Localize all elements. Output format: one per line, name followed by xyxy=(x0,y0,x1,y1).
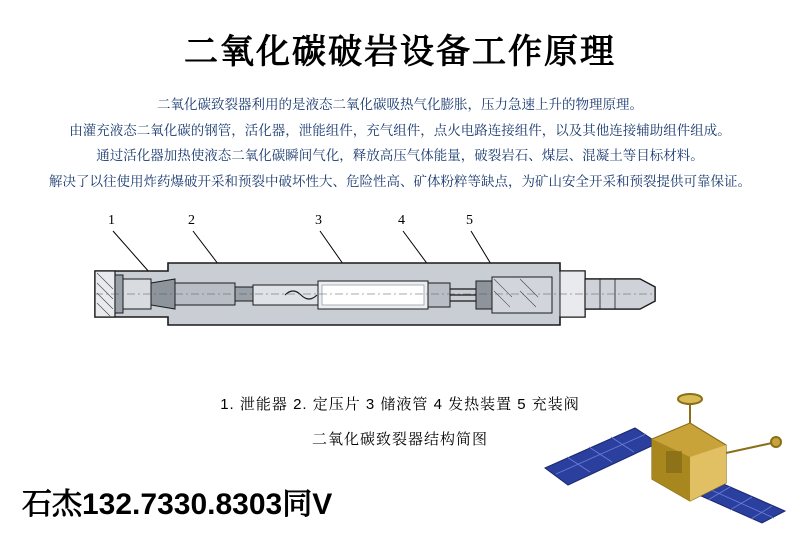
parts-legend: 1. 泄能器 2. 定压片 3 储液管 4 发热装置 5 充装阀 xyxy=(220,396,580,414)
satellite-illustration xyxy=(540,373,800,533)
intro-paragraph-3: 通过活化器加热使液态二氧化碳瞬间气化，释放高压气体能量，破裂岩石、煤层、混凝土等目标材料。 xyxy=(96,148,704,164)
callout-1: 1 xyxy=(108,213,115,229)
cracker-cross-section xyxy=(95,263,655,325)
callout-5: 5 xyxy=(466,213,473,229)
diagram-caption: 二氧化碳致裂器结构简图 xyxy=(311,431,488,449)
callout-2: 2 xyxy=(188,213,195,229)
satellite-left-panel xyxy=(545,428,658,485)
heater-cap xyxy=(476,281,492,309)
storage-cavity xyxy=(322,285,424,305)
diagram-svg xyxy=(0,201,800,391)
page-title: 二氧化碳破岩设备工作原理 xyxy=(184,32,616,71)
intro-paragraph-4: 解决了以往使用炸药爆破开采和预裂中破坏性大、危险性高、矿体粉粹等缺点，为矿山安全开采和预裂提供可靠保证。 xyxy=(49,174,751,190)
intro-paragraph-2: 由灌充液态二氧化碳的钢管，活化器，泄能组件，充气组件，点火电路连接组件，以及其他连接辅助组件组成。 xyxy=(69,122,731,138)
heater-housing xyxy=(428,283,450,307)
intro-paragraphs xyxy=(0,95,800,194)
filling-valve xyxy=(492,277,552,313)
watermark-contact: 石杰132.7330.8303同V xyxy=(22,487,333,521)
poster-root xyxy=(0,23,800,533)
callout-4: 4 xyxy=(398,213,405,229)
device-diagram xyxy=(0,201,800,391)
callout-3: 3 xyxy=(315,213,322,229)
intro-paragraph-1: 二氧化碳致裂器利用的是液态二氧化碳吸热气化膨胀，压力急速上升的物理原理。 xyxy=(157,96,643,112)
